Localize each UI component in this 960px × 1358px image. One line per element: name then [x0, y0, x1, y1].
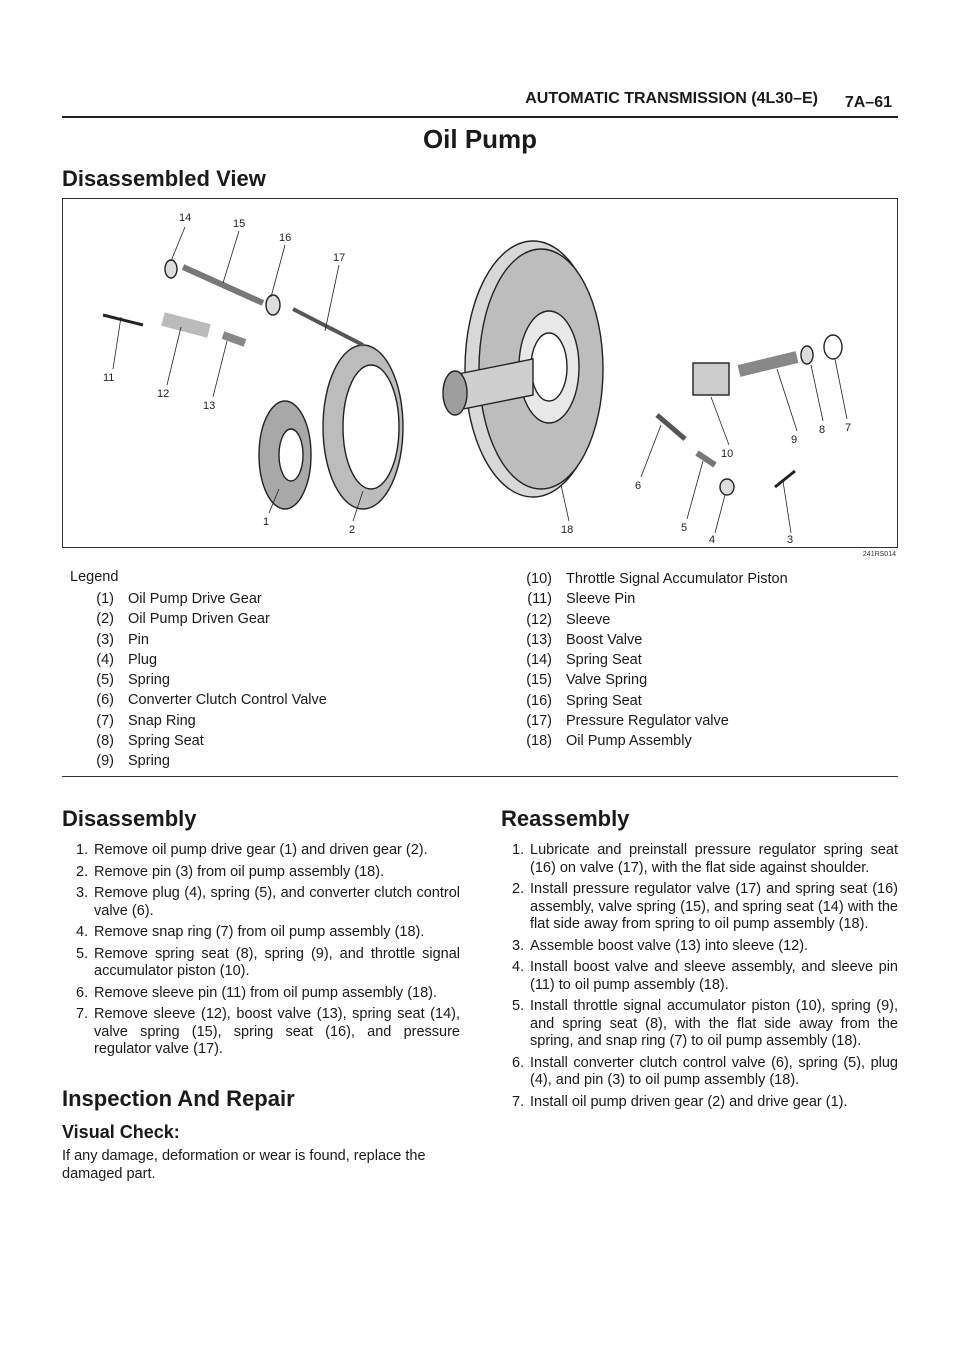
figure-callout: 18 — [561, 524, 574, 536]
list-item: 1. Remove oil pump drive gear (1) and driven gear (2). — [76, 842, 428, 858]
reassembly-steps — [512, 842, 898, 1115]
legend-item: (18) Oil Pump Assembly — [526, 733, 692, 750]
list-item: 3. Assemble boost valve (13) into sleeve (12). — [512, 937, 809, 954]
legend-item: (3) Pin — [96, 631, 149, 648]
inspection-heading: Inspection And Repair — [62, 1086, 295, 1111]
figure-code: 241RS014 — [862, 551, 896, 558]
legend-item: (13) Boost Valve — [526, 631, 643, 648]
list-item: 1. Lubricate and preinstall pressure regulator spring seat (16) on valve (17), with the flat side against shoulder. — [512, 842, 898, 876]
disassembled-view-figure — [62, 198, 898, 548]
legend-item: (4) Plug — [96, 651, 158, 668]
page-number: 7A–61 — [844, 94, 892, 111]
legend-column-left — [70, 589, 490, 772]
legend-item: (12) Sleeve — [526, 611, 611, 628]
legend-item: (9) Spring — [96, 753, 170, 770]
list-item: 3. Remove plug (4), spring (5), and converter clutch control valve (6). — [76, 885, 460, 919]
list-item: 2. Remove pin (3) from oil pump assembly (18). — [76, 863, 385, 880]
figure-callout: 15 — [233, 218, 246, 230]
legend-item: (11) Sleeve Pin — [527, 591, 636, 608]
list-item: 5. Install throttle signal accumulator piston (10), spring (9), and spring seat (8), with the flat side away from the spring, and snap ring (7) to oil pump assembly (18). — [512, 998, 898, 1049]
figure-callout: 4 — [709, 534, 716, 546]
list-item: 4. Remove snap ring (7) from oil pump assembly (18). — [76, 924, 425, 940]
legend-item: (8) Spring Seat — [96, 733, 204, 750]
visual-check-heading: Visual Check: — [62, 1122, 180, 1142]
figure-callout: 8 — [819, 424, 826, 436]
legend-item: (7) Snap Ring — [96, 712, 196, 729]
list-item: 4. Install boost valve and sleeve assembly, and sleeve pin (11) to oil pump assembly (18). — [512, 959, 898, 993]
legend-item: (6) Converter Clutch Control Valve — [96, 692, 327, 709]
figure-callout: 3 — [787, 534, 794, 546]
legend-item: (5) Spring — [96, 672, 170, 689]
list-item: 7. Remove sleeve (12), boost valve (13), spring seat (14), valve spring (15), spring seat (16), and pressure regulator valve (17). — [76, 1006, 460, 1057]
legend-item: (15) Valve Spring — [526, 672, 648, 689]
legend-item: (14) Spring Seat — [526, 652, 642, 669]
figure-callout: 2 — [349, 524, 356, 536]
list-item: 6. Remove sleeve pin (11) from oil pump assembly (18). — [76, 984, 438, 1001]
list-item: 2. Install pressure regulator valve (17) and spring seat (16) assembly, valve spring (15), and spring seat (14) with the flat side away from spring to oil pump assembly (18). — [512, 881, 898, 932]
figure-callout: 1 — [263, 516, 270, 528]
legend-item: (1) Oil Pump Drive Gear — [96, 591, 262, 607]
list-item: 7. Install oil pump driven gear (2) and drive gear (1). — [512, 1093, 848, 1110]
figure-callout: 7 — [845, 422, 852, 434]
disassembly-heading: Disassembly — [62, 806, 197, 831]
disassembly-steps — [76, 842, 460, 1063]
figure-callout: 10 — [721, 448, 734, 460]
reassembly-heading: Reassembly — [501, 806, 630, 831]
page-title: Oil Pump — [422, 124, 538, 154]
figure-callout: 14 — [179, 212, 192, 224]
figure-callout: 17 — [333, 252, 346, 264]
inspection-text: If any damage, deformation or wear is found, replace the damaged part. — [62, 1148, 426, 1182]
list-item: 5. Remove spring seat (8), spring (9), and throttle signal accumulator piston (10). — [76, 945, 460, 979]
oil-pump-illustration — [63, 199, 897, 547]
legend-item: (16) Spring Seat — [526, 692, 642, 709]
figure-callout: 12 — [157, 388, 170, 400]
legend-item: (17) Pressure Regulator valve — [526, 713, 729, 730]
legend-title: Legend — [70, 569, 119, 585]
list-item: 6. Install converter clutch control valve (6), spring (5), plug (4), and pin (3) to oil pump assembly (18). — [512, 1054, 898, 1088]
section-divider — [62, 776, 898, 777]
legend-column-right — [508, 569, 898, 752]
figure-callout: 9 — [791, 434, 798, 446]
figure-callout: 11 — [103, 372, 115, 384]
figure-callout: 6 — [635, 480, 642, 492]
page-header — [62, 86, 898, 118]
figure-callout: 13 — [203, 400, 216, 412]
header-title: AUTOMATIC TRANSMISSION (4L30–E) — [525, 90, 818, 107]
legend-item: (10) Throttle Signal Accumulator Piston — [526, 571, 788, 587]
section-heading-view: Disassembled View — [62, 166, 266, 191]
figure-callout: 16 — [279, 232, 292, 244]
figure-callout: 5 — [681, 522, 688, 534]
legend-item: (2) Oil Pump Driven Gear — [96, 611, 270, 628]
